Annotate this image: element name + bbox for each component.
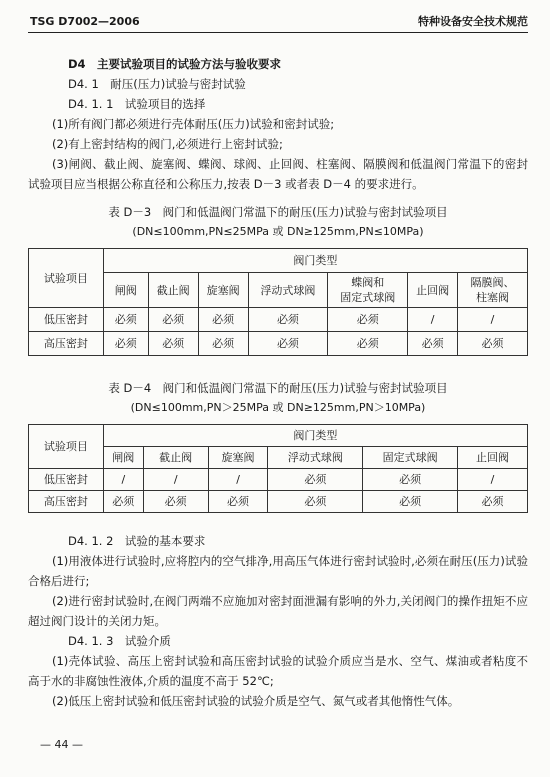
table-cell: / <box>458 308 528 332</box>
table-d4-caption: 表 D－4 阀门和低温阀门常温下的耐压(压力)试验与密封试验项目 <box>108 381 448 395</box>
table-cell: 必须 <box>198 332 248 356</box>
table-cell: 必须 <box>208 491 268 513</box>
row-label: 低压密封 <box>29 469 104 491</box>
d412-item-2: (2)进行密封试验时,在阀门两端不应施加对密封面泄漏有影响的外力,关闭阀门的操作扭矩不应超过阀门设计的关闭力矩。 <box>28 594 528 628</box>
table-cell: 必须 <box>143 491 208 513</box>
table-cell: 必须 <box>328 332 408 356</box>
table-d4-col-header: 闸阀 <box>103 447 143 469</box>
table-cell: 必须 <box>248 308 328 332</box>
row-label: 高压密封 <box>29 332 104 356</box>
d411-item-1: (1)所有阀门都必须进行壳体耐压(压力)试验和密封试验; <box>52 117 335 131</box>
table-d3-item-header: 试验项目 <box>29 249 104 308</box>
table-d3-col-header: 旋塞阀 <box>198 273 248 308</box>
d412-item-1: (1)用液体进行试验时,应将腔内的空气排净,用高压气体进行密封试验时,必须在耐压(压力)试验合格后进行; <box>28 554 528 588</box>
table-cell: 必须 <box>328 308 408 332</box>
table-d3-col-header: 截止阀 <box>148 273 198 308</box>
table-d3-caption: 表 D－3 阀门和低温阀门常温下的耐压(压力)试验与密封试验项目 <box>108 205 448 219</box>
table-cell: 必须 <box>268 491 363 513</box>
table-cell: 必须 <box>408 332 458 356</box>
table-d3-col-header: 浮动式球阀 <box>248 273 328 308</box>
table-d3-col-header: 闸阀 <box>103 273 148 308</box>
table-d4-item-header: 试验项目 <box>29 425 104 469</box>
section-d41-title: D4. 1 耐压(压力)试验与密封试验 <box>68 77 246 91</box>
table-d4-col-header: 截止阀 <box>143 447 208 469</box>
standard-code: TSG D7002—2006 <box>30 14 140 28</box>
header-rule <box>28 32 528 33</box>
table-d4-col-header: 旋塞阀 <box>208 447 268 469</box>
table-row <box>29 491 528 513</box>
d413-item-2: (2)低压上密封试验和低压密封试验的试验介质是空气、氮气或者其他惰性气体。 <box>52 694 460 708</box>
row-label: 高压密封 <box>29 491 104 513</box>
table-d3 <box>28 248 528 356</box>
table-cell: 必须 <box>198 308 248 332</box>
table-cell: 必须 <box>458 491 528 513</box>
table-cell: 必须 <box>363 469 458 491</box>
table-cell: 必须 <box>148 332 198 356</box>
table-cell: / <box>103 469 143 491</box>
table-cell: / <box>208 469 268 491</box>
table-cell: 必须 <box>103 491 143 513</box>
table-d4-col-header: 止回阀 <box>458 447 528 469</box>
d411-item-2: (2)有上密封结构的阀门,必须进行上密封试验; <box>52 137 283 151</box>
table-d4-group-header: 阀门类型 <box>103 425 527 447</box>
d411-item-3: (3)闸阀、截止阀、旋塞阀、蝶阀、球阀、止回阀、柱塞阀、隔膜阀和低温阀门常温下的密封试验项目应当根据公称直径和公称压力,按表 D－3 或者表 D－4 的要求进行。 <box>28 157 528 191</box>
table-d3-col-header: 蝶阀和 固定式球阀 <box>328 273 408 308</box>
page-body <box>28 54 528 711</box>
table-row <box>29 332 528 356</box>
table-cell: / <box>408 308 458 332</box>
table-row <box>29 469 528 491</box>
section-d4-title: D4 主要试验项目的试验方法与验收要求 <box>68 57 282 71</box>
series-title: 特种设备安全技术规范 <box>418 15 528 28</box>
table-d3-col-header: 隔膜阀、 柱塞阀 <box>458 273 528 308</box>
table-cell: 必须 <box>458 332 528 356</box>
table-cell: 必须 <box>248 332 328 356</box>
section-d413-title: D4. 1. 3 试验介质 <box>68 634 171 648</box>
table-d3-subcaption: (DN≤100mm,PN≤25MPa 或 DN≥125mm,PN≤10MPa) <box>132 225 424 238</box>
table-cell: 必须 <box>148 308 198 332</box>
table-d4 <box>28 424 528 513</box>
row-label: 低压密封 <box>29 308 104 332</box>
table-cell: 必须 <box>103 308 148 332</box>
table-d4-col-header: 固定式球阀 <box>363 447 458 469</box>
table-d3-group-header: 阀门类型 <box>103 249 527 273</box>
table-cell: / <box>458 469 528 491</box>
table-cell: 必须 <box>268 469 363 491</box>
table-d4-subcaption: (DN≤100mm,PN＞25MPa 或 DN≥125mm,PN＞10MPa) <box>130 401 426 414</box>
page-number: — 44 — <box>40 738 83 751</box>
table-row <box>29 308 528 332</box>
d413-item-1: (1)壳体试验、高压上密封试验和高压密封试验的试验介质应当是水、空气、煤油或者粘度不高于水的非腐蚀性液体,介质的温度不高于 52℃; <box>28 654 528 688</box>
table-cell: 必须 <box>103 332 148 356</box>
table-cell: 必须 <box>363 491 458 513</box>
section-d411-title: D4. 1. 1 试验项目的选择 <box>68 97 206 111</box>
section-d412-title: D4. 1. 2 试验的基本要求 <box>68 534 206 548</box>
page-header <box>30 10 528 32</box>
table-cell: / <box>143 469 208 491</box>
table-d4-col-header: 浮动式球阀 <box>268 447 363 469</box>
table-d3-col-header: 止回阀 <box>408 273 458 308</box>
